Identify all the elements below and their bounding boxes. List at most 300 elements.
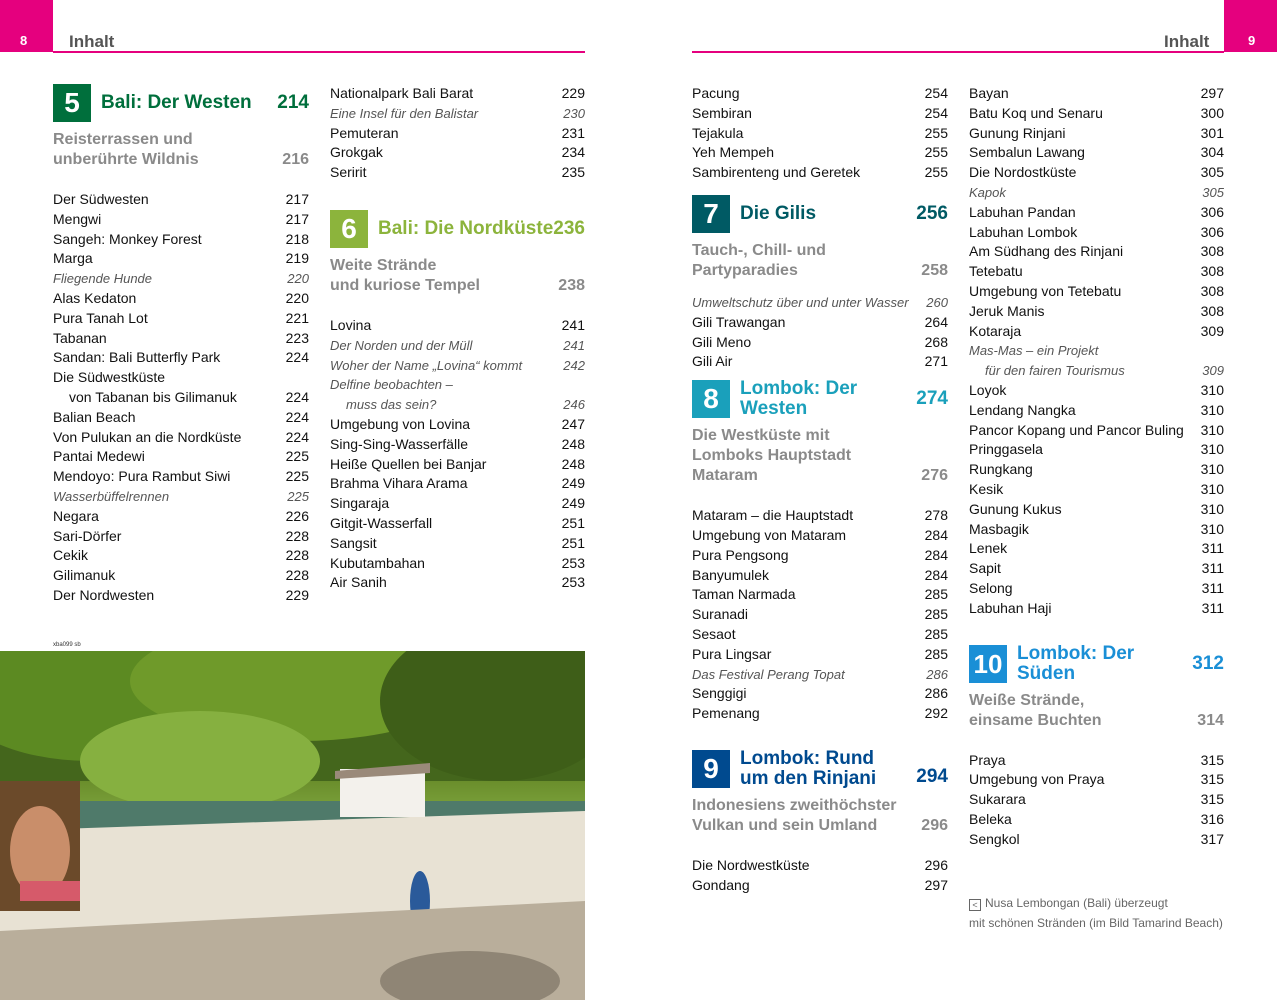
- chapter-number: 8: [692, 380, 730, 418]
- toc-entry: [53, 329, 309, 349]
- chapter-7-heading: [692, 195, 948, 233]
- toc-entry: [692, 856, 948, 876]
- toc-list: [969, 751, 1224, 850]
- toc-entry-page: 224: [285, 428, 309, 445]
- toc-entry-title: Cekik: [53, 547, 89, 564]
- toc-entry-title: Pemenang: [692, 705, 760, 722]
- toc-entry-title: Mataram – die Hauptstadt: [692, 507, 854, 524]
- toc-entry: [53, 428, 309, 448]
- toc-list: [692, 293, 948, 372]
- toc-entry: [53, 230, 309, 250]
- toc-entry-page: 255: [924, 124, 948, 141]
- toc-list: [692, 84, 948, 183]
- toc-entry-title: Gili Air: [692, 353, 733, 370]
- chapter-title: Lombok: Der Süden: [1017, 642, 1135, 684]
- toc-entry-page: 285: [924, 586, 948, 603]
- chapter-page: 256: [916, 202, 948, 224]
- toc-entry-page: 229: [285, 586, 309, 603]
- chapter-10-heading: [969, 642, 1224, 684]
- toc-entry-title: Pacung: [692, 85, 740, 101]
- toc-entry: [692, 645, 948, 665]
- chapter-page: 274: [916, 388, 948, 410]
- toc-entry-page: 224: [285, 408, 309, 425]
- toc-list: [330, 84, 585, 183]
- toc-list: [969, 84, 1224, 619]
- toc-entry-title: Sambirenteng und Geretek: [692, 164, 861, 181]
- toc-entry: [692, 665, 948, 685]
- toc-entry: [692, 124, 948, 144]
- title-line: Lombok: Rund: [740, 747, 875, 769]
- toc-entry-page: 305: [1202, 184, 1224, 200]
- toc-entry: [53, 408, 309, 428]
- toc-entry: [969, 579, 1224, 599]
- page-number-left: 8: [20, 33, 28, 48]
- subtitle-page: 314: [1197, 711, 1224, 729]
- toc-entry: [53, 586, 309, 606]
- toc-entry-title: Gilimanuk: [53, 567, 116, 584]
- toc-entry-title: Grokgak: [330, 144, 383, 161]
- toc-entry-title: Der Nordwesten: [53, 586, 155, 603]
- subtitle-page: 258: [921, 261, 948, 279]
- toc-entry: [969, 810, 1224, 830]
- toc-entry-title: Pura Tanah Lot: [53, 309, 148, 326]
- toc-entry-title: Tejakula: [692, 124, 744, 141]
- toc-entry-title: Umweltschutz über und unter Wasser: [692, 294, 909, 310]
- toc-entry: [53, 309, 309, 329]
- toc-entry: [969, 361, 1224, 381]
- toc-entry-title: Woher der Name „Lovina“ kommt: [330, 357, 523, 373]
- chapter-number: 7: [692, 195, 730, 233]
- subtitle-line: unberührte Wildnis: [53, 151, 199, 168]
- toc-entry-title: Das Festival Perang Topat: [692, 666, 845, 682]
- toc-column-1: [53, 84, 309, 606]
- chapter-subtitle: [692, 796, 948, 836]
- toc-entry-page: 315: [1200, 771, 1224, 788]
- toc-entry: [969, 322, 1224, 342]
- toc-entry-title: Kesik: [969, 480, 1004, 497]
- caption-line: mit schönen Stränden (im Bild Tamarind Beach): [969, 916, 1223, 930]
- toc-entry-page: 284: [924, 546, 948, 563]
- page-number-tab-right: [1224, 0, 1277, 52]
- chapter-title: [730, 749, 916, 789]
- subtitle-page: 296: [921, 816, 948, 834]
- toc-entry-page: 251: [561, 534, 585, 551]
- toc-entry-page: 311: [1201, 560, 1224, 577]
- header-rule-left: [53, 51, 585, 53]
- toc-entry-page: 225: [285, 448, 309, 465]
- toc-entry-title: Selong: [969, 579, 1013, 596]
- toc-entry-title: Tabanan: [53, 329, 107, 346]
- toc-entry-page: 242: [563, 357, 585, 373]
- toc-entry-page: 285: [924, 645, 948, 662]
- chapter-title: Bali: Die Nordküste: [378, 217, 554, 239]
- toc-entry-page: 218: [285, 230, 309, 247]
- toc-entry-title: Pura Pengsong: [692, 546, 789, 563]
- toc-entry: [692, 585, 948, 605]
- toc-entry-title: Mendoyo: Pura Rambut Siwi: [53, 468, 231, 485]
- toc-entry-title: Banyumulek: [692, 566, 770, 583]
- toc-entry-title: Mengwi: [53, 210, 102, 227]
- toc-entry-page: 296: [924, 856, 948, 873]
- toc-entry: [53, 507, 309, 527]
- toc-entry: [330, 395, 585, 415]
- chapter-8-heading: [692, 380, 948, 418]
- toc-entry-page: 286: [926, 666, 948, 682]
- toc-entry-page: 254: [924, 104, 948, 121]
- toc-entry: [53, 447, 309, 467]
- toc-entry-page: 310: [1200, 500, 1224, 517]
- toc-entry-page: 253: [561, 574, 585, 591]
- toc-entry-page: 248: [561, 455, 585, 472]
- toc-entry-page: 224: [285, 388, 309, 405]
- toc-entry-page: 311: [1201, 599, 1224, 616]
- toc-column-2: [330, 84, 585, 593]
- toc-entry-title: Von Pulukan an die Nordküste: [53, 428, 242, 445]
- toc-entry: [330, 514, 585, 534]
- toc-entry: [53, 388, 309, 408]
- toc-entry-title: Gunung Kukus: [969, 500, 1062, 517]
- subtitle-line: Vulkan und sein Umland: [692, 816, 878, 834]
- photo-credit: xba099 sb: [53, 642, 81, 648]
- toc-entry-page: 304: [1200, 144, 1224, 161]
- toc-entry-title: Sukarara: [969, 791, 1026, 808]
- chapter-page: 236: [553, 217, 585, 239]
- toc-entry-title: Der Norden und der Müll: [330, 337, 473, 353]
- chapter-number: 10: [969, 645, 1007, 683]
- toc-entry-title: Die Nordostküste: [969, 164, 1077, 181]
- toc-entry-page: 308: [1200, 243, 1224, 260]
- chevron-left-icon: <: [969, 899, 981, 911]
- toc-entry-page: 255: [924, 144, 948, 161]
- toc-entry-title: Pancor Kopang und Pancor Buling: [969, 421, 1184, 438]
- toc-entry: [692, 104, 948, 124]
- toc-entry-page: 264: [924, 313, 948, 330]
- toc-entry: [969, 203, 1224, 223]
- toc-entry: [692, 625, 948, 645]
- toc-entry-page: 249: [561, 495, 585, 512]
- toc-entry-title: Delfine beobachten –: [330, 377, 453, 393]
- subtitle-line: Indonesiens zweithöchster: [692, 796, 897, 814]
- toc-entry-title: Umgebung von Praya: [969, 771, 1105, 788]
- toc-entry: [969, 262, 1224, 282]
- toc-entry-title: Singaraja: [330, 495, 390, 512]
- title-line: um den Rinjani: [740, 767, 877, 789]
- toc-entry: [330, 494, 585, 514]
- toc-entry-title: Sesaot: [692, 625, 736, 642]
- chapter-subtitle: [692, 241, 948, 281]
- toc-entry-title: Sapit: [969, 560, 1001, 577]
- toc-entry-title: Eine Insel für den Balistar: [330, 105, 479, 121]
- toc-entry-title: Umgebung von Mataram: [692, 526, 847, 543]
- toc-entry-page: 306: [1200, 223, 1224, 240]
- toc-entry: [692, 704, 948, 724]
- toc-entry-page: 251: [561, 514, 585, 531]
- toc-entry-page: 226: [285, 507, 309, 524]
- toc-entry-title: Lovina: [330, 316, 372, 333]
- toc-entry-page: 225: [285, 468, 309, 485]
- toc-entry: [330, 143, 585, 163]
- toc-entry-title: Sangsit: [330, 534, 377, 551]
- chapter-subtitle: [53, 130, 309, 170]
- toc-entry-title: Lenek: [969, 540, 1008, 557]
- toc-entry-title: Gitgit-Wasserfall: [330, 514, 433, 531]
- toc-entry-title: Air Sanih: [330, 574, 387, 591]
- toc-entry: [969, 599, 1224, 619]
- toc-entry-page: 310: [1200, 461, 1224, 478]
- toc-entry: [969, 223, 1224, 243]
- toc-entry-page: 315: [1200, 791, 1224, 808]
- toc-entry-page: 315: [1200, 751, 1224, 768]
- toc-entry-title: Loyok: [969, 381, 1007, 398]
- toc-entry-page: 308: [1200, 302, 1224, 319]
- toc-entry-title: Kapok: [969, 184, 1006, 200]
- toc-entry-page: 249: [561, 475, 585, 492]
- toc-entry-title: Kubutambahan: [330, 554, 425, 571]
- toc-entry-page: 225: [287, 488, 309, 504]
- toc-list: [53, 190, 309, 606]
- toc-entry-title: Taman Narmada: [692, 586, 796, 603]
- toc-entry-page: 310: [1200, 520, 1224, 537]
- toc-entry: [53, 289, 309, 309]
- toc-entry-page: 231: [561, 124, 585, 141]
- toc-entry: [330, 474, 585, 494]
- toc-entry-title: von Tabanan bis Gilimanuk: [69, 388, 237, 405]
- toc-entry-title: Labuhan Haji: [969, 599, 1052, 616]
- toc-entry-page: 310: [1200, 401, 1224, 418]
- toc-entry: [969, 770, 1224, 790]
- toc-entry: [692, 605, 948, 625]
- toc-entry: [969, 104, 1224, 124]
- toc-entry: [330, 104, 585, 124]
- toc-entry-title: Pringgasela: [969, 441, 1043, 458]
- toc-entry: [969, 830, 1224, 850]
- toc-entry: [692, 143, 948, 163]
- toc-entry-title: Masbagik: [969, 520, 1029, 537]
- toc-entry-title: Lendang Nangka: [969, 401, 1076, 418]
- toc-entry: [330, 455, 585, 475]
- toc-entry: [330, 375, 585, 395]
- toc-entry-title: Labuhan Pandan: [969, 203, 1076, 220]
- toc-entry-page: 308: [1200, 282, 1224, 299]
- toc-entry: [692, 163, 948, 183]
- toc-entry: [692, 876, 948, 896]
- toc-entry-page: 241: [561, 316, 585, 333]
- toc-entry: [53, 566, 309, 586]
- toc-entry-page: 306: [1200, 203, 1224, 220]
- toc-entry-title: Pemuteran: [330, 124, 399, 141]
- toc-entry-title: Batu Koq und Senaru: [969, 104, 1103, 121]
- toc-entry-page: 220: [285, 289, 309, 306]
- toc-entry-page: 284: [924, 526, 948, 543]
- toc-entry: [692, 333, 948, 353]
- subtitle-page: 276: [921, 467, 948, 485]
- toc-entry: [330, 356, 585, 376]
- subtitle-line: Lomboks Hauptstadt Mataram: [692, 447, 852, 485]
- toc-entry-page: 286: [924, 685, 948, 702]
- toc-entry-page: 221: [285, 309, 309, 326]
- toc-entry: [53, 190, 309, 210]
- toc-entry-page: 253: [561, 554, 585, 571]
- toc-entry-page: 228: [285, 567, 309, 584]
- toc-entry: [692, 566, 948, 586]
- chapter-title: Lombok: Der Westen: [740, 378, 858, 420]
- toc-entry-page: 316: [1200, 810, 1224, 827]
- toc-entry-title: Gili Meno: [692, 333, 752, 350]
- toc-entry: [969, 163, 1224, 183]
- toc-entry-page: 311: [1201, 579, 1224, 596]
- toc-entry-page: 317: [1200, 830, 1224, 847]
- caption-line: Nusa Lembongan (Bali) überzeugt: [985, 896, 1168, 910]
- chapter-number: 9: [692, 750, 730, 788]
- toc-entry-page: 234: [561, 144, 585, 161]
- toc-entry-title: Suranadi: [692, 606, 749, 623]
- subtitle-page: 216: [282, 151, 309, 168]
- toc-column-4: [969, 84, 1224, 850]
- toc-entry-title: Kotaraja: [969, 322, 1022, 339]
- toc-entry: [53, 249, 309, 269]
- toc-entry-page: 248: [561, 435, 585, 452]
- beach-illustration: [0, 651, 585, 1000]
- toc-list: [330, 316, 585, 593]
- toc-entry-title: Gondang: [692, 876, 750, 893]
- toc-entry: [692, 684, 948, 704]
- toc-entry: [969, 559, 1224, 579]
- toc-entry-title: Tetebatu: [969, 263, 1023, 280]
- toc-entry-title: Gunung Rinjani: [969, 124, 1066, 141]
- toc-entry: [330, 124, 585, 144]
- toc-entry-page: 297: [1200, 85, 1224, 101]
- chapter-number: 5: [53, 84, 91, 122]
- toc-entry-title: Umgebung von Tetebatu: [969, 282, 1122, 299]
- toc-entry: [330, 316, 585, 336]
- toc-entry-page: 285: [924, 625, 948, 642]
- subtitle-line: Reisterrassen und: [53, 131, 193, 148]
- toc-entry-title: Fliegende Hunde: [53, 271, 153, 287]
- toc-entry-title: für den fairen Tourismus: [985, 363, 1125, 379]
- toc-entry-page: 254: [924, 85, 948, 101]
- toc-entry: [330, 163, 585, 183]
- toc-entry-title: Pantai Medewi: [53, 448, 145, 465]
- toc-entry: [53, 527, 309, 547]
- subtitle-page: 238: [558, 276, 585, 294]
- toc-entry-title: Sembalun Lawang: [969, 144, 1085, 161]
- toc-entry-title: Wasserbüffelrennen: [53, 488, 170, 504]
- toc-entry-page: 217: [285, 210, 309, 227]
- toc-entry-title: Bayan: [969, 85, 1009, 101]
- toc-entry: [969, 282, 1224, 302]
- toc-entry-title: Sing-Sing-Wasserfälle: [330, 435, 468, 452]
- toc-entry: [330, 415, 585, 435]
- toc-entry-title: Sembiran: [692, 104, 752, 121]
- toc-entry-title: Sandan: Bali Butterfly Park: [53, 349, 221, 366]
- toc-entry: [969, 421, 1224, 441]
- toc-entry: [969, 751, 1224, 771]
- toc-entry: [692, 293, 948, 313]
- toc-entry-title: Pura Lingsar: [692, 645, 772, 662]
- toc-entry-title: Alas Kedaton: [53, 289, 137, 306]
- toc-entry-page: 310: [1200, 421, 1224, 438]
- toc-entry: [692, 506, 948, 526]
- toc-entry-page: 255: [924, 164, 948, 181]
- toc-entry-page: 308: [1200, 263, 1224, 280]
- toc-list: [692, 856, 948, 896]
- toc-entry-page: 223: [285, 329, 309, 346]
- toc-entry: [969, 242, 1224, 262]
- toc-entry: [53, 487, 309, 507]
- toc-entry-page: 297: [924, 876, 948, 893]
- toc-entry-page: 301: [1200, 124, 1224, 141]
- toc-entry-page: 292: [924, 705, 948, 722]
- chapter-title: Bali: Der Westen: [101, 92, 252, 113]
- toc-entry: [53, 368, 309, 388]
- toc-entry: [969, 341, 1224, 361]
- chapter-5-heading: [53, 84, 309, 122]
- page-number-tab-left: [0, 0, 53, 52]
- toc-entry: [969, 401, 1224, 421]
- toc-entry: [53, 546, 309, 566]
- toc-entry: [692, 546, 948, 566]
- toc-entry: [969, 183, 1224, 203]
- toc-entry-page: 278: [924, 507, 948, 524]
- subtitle-line: Tauch-, Chill- und Partyparadies: [692, 241, 826, 279]
- toc-entry-page: 305: [1200, 164, 1224, 181]
- toc-entry-title: Sengkol: [969, 830, 1020, 847]
- toc-entry: [330, 554, 585, 574]
- toc-entry-page: 228: [285, 527, 309, 544]
- toc-entry: [692, 352, 948, 372]
- toc-entry: [969, 381, 1224, 401]
- toc-entry-title: Marga: [53, 250, 93, 267]
- header-rule-right: [692, 51, 1224, 53]
- toc-entry-title: Senggigi: [692, 685, 747, 702]
- toc-entry: [969, 302, 1224, 322]
- toc-entry: [969, 124, 1224, 144]
- toc-entry: [969, 84, 1224, 104]
- toc-entry: [969, 143, 1224, 163]
- toc-entry-page: 235: [561, 164, 585, 181]
- toc-entry-page: 224: [285, 349, 309, 366]
- toc-entry: [969, 480, 1224, 500]
- toc-entry: [330, 435, 585, 455]
- header-title-right: Inhalt: [1164, 32, 1210, 51]
- subtitle-line: einsame Buchten: [969, 711, 1102, 729]
- toc-entry-page: 300: [1200, 104, 1224, 121]
- toc-entry-page: 310: [1200, 441, 1224, 458]
- toc-entry-title: Jeruk Manis: [969, 302, 1045, 319]
- photo-caption: [969, 893, 1223, 933]
- toc-entry-title: Sangeh: Monkey Forest: [53, 230, 202, 247]
- toc-entry-title: Seririt: [330, 164, 367, 181]
- toc-entry: [330, 534, 585, 554]
- toc-entry: [53, 467, 309, 487]
- toc-entry-title: Yeh Mempeh: [692, 144, 774, 161]
- subtitle-line: und kuriose Tempel: [330, 276, 480, 294]
- toc-entry: [53, 348, 309, 368]
- chapter-page: 312: [1192, 652, 1224, 674]
- toc-entry-title: Negara: [53, 507, 99, 524]
- chapter-page: 294: [916, 765, 948, 787]
- toc-entry-page: 228: [285, 547, 309, 564]
- chapter-subtitle: [692, 426, 948, 486]
- toc-entry-page: 268: [924, 333, 948, 350]
- toc-list: [692, 506, 948, 724]
- toc-entry-title: Die Südwestküste: [53, 369, 166, 386]
- toc-entry-page: 241: [563, 337, 585, 353]
- toc-entry-title: Beleka: [969, 810, 1012, 827]
- toc-entry: [53, 210, 309, 230]
- toc-entry-page: 230: [563, 105, 585, 121]
- toc-entry: [53, 269, 309, 289]
